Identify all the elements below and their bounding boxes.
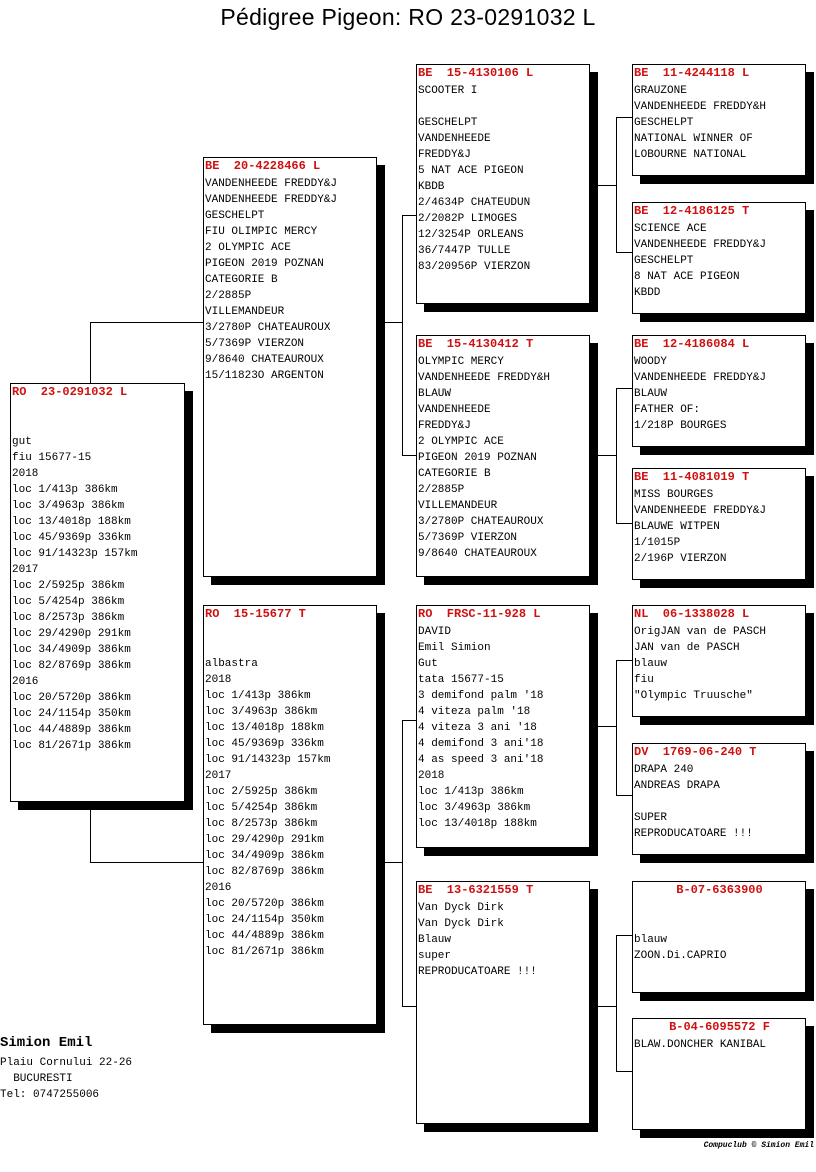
card-line: loc 3/4963p 386km bbox=[205, 706, 318, 718]
connector-line bbox=[402, 720, 403, 1007]
card-line: 4 viteza 3 ani '18 bbox=[418, 722, 537, 734]
card-line: 2/2082P LIMOGES bbox=[418, 213, 518, 225]
card-line: VANDENHEEDE FREDDY&J bbox=[634, 239, 767, 251]
card-line: 4 as speed 3 ani'18 bbox=[418, 754, 544, 766]
connector-line bbox=[616, 935, 617, 1072]
owner-info bbox=[0, 1034, 132, 1103]
ring-number: RO 23-0291032 L bbox=[12, 385, 128, 399]
card-line: ZOON.Di.CAPRIO bbox=[634, 950, 727, 962]
card-notes bbox=[633, 484, 805, 567]
card-line: VANDENHEEDE FREDDY&J bbox=[205, 194, 338, 206]
connector-line bbox=[402, 215, 403, 456]
card-line: VANDENHEEDE FREDDY&J bbox=[634, 505, 767, 517]
pedigree-card-dam-dam bbox=[416, 881, 590, 1124]
card-line bbox=[634, 794, 805, 810]
card-line: MISS BOURGES bbox=[634, 489, 714, 501]
card-notes bbox=[633, 759, 805, 842]
card-line: blauw bbox=[634, 934, 668, 946]
card-line: 8 NAT ACE PIGEON bbox=[634, 271, 740, 283]
card-line: loc 45/9369p 336km bbox=[12, 532, 131, 544]
card-line: Emil Simion bbox=[418, 642, 491, 654]
card-line: loc 82/8769p 386km bbox=[205, 866, 324, 878]
card-line: VANDENHEEDE FREDDY&J bbox=[205, 178, 338, 190]
card-line: blauw bbox=[634, 658, 668, 670]
ring-number: BE 12-4186084 L bbox=[634, 337, 750, 351]
ring-number: DV 1769-06-240 T bbox=[634, 745, 757, 759]
card-line: BLAUWE WITPEN bbox=[634, 521, 720, 533]
card-line: 2018 bbox=[205, 674, 232, 686]
owner-phone: Tel: 0747255006 bbox=[0, 1089, 100, 1101]
card-line: DAVID bbox=[418, 626, 452, 638]
card-notes bbox=[633, 1034, 805, 1053]
card-line: tata 15677-15 bbox=[418, 674, 504, 686]
card-line: CATEGORIE B bbox=[205, 274, 278, 286]
connector-line bbox=[589, 726, 617, 727]
card-line: Van Dyck Dirk bbox=[418, 902, 504, 914]
card-line: loc 34/4909p 386km bbox=[12, 644, 131, 656]
card-line: loc 44/4889p 386km bbox=[205, 930, 324, 942]
connector-line bbox=[589, 185, 617, 186]
card-line: VILLEMANDEUR bbox=[418, 500, 498, 512]
ring-number: B-04-6095572 F bbox=[669, 1020, 770, 1034]
card-line: loc 45/9369p 336km bbox=[205, 738, 324, 750]
connector-line bbox=[616, 388, 632, 389]
card-line: gut bbox=[12, 436, 32, 448]
card-line: 12/3254P ORLEANS bbox=[418, 229, 524, 241]
card-line: PIGEON 2019 POZNAN bbox=[418, 452, 537, 464]
card-line: loc 2/5925p 386km bbox=[12, 580, 125, 592]
connector-line bbox=[616, 935, 632, 936]
card-line: BLAW.DONCHER KANIBAL bbox=[634, 1039, 767, 1051]
ring-number: BE 11-4244118 L bbox=[634, 66, 750, 80]
ring-number: BE 13-6321559 T bbox=[418, 883, 534, 897]
card-line: albastra bbox=[205, 658, 258, 670]
card-notes bbox=[633, 218, 805, 301]
card-line: loc 34/4909p 386km bbox=[205, 850, 324, 862]
card-line: 2016 bbox=[205, 882, 232, 894]
card-notes bbox=[204, 621, 376, 960]
card-notes bbox=[633, 621, 805, 704]
card-line: loc 2/5925p 386km bbox=[205, 786, 318, 798]
card-line: WOODY bbox=[634, 356, 668, 368]
card-line: VANDENHEEDE FREDDY&H bbox=[418, 372, 551, 384]
card-line: loc 82/8769p 386km bbox=[12, 660, 131, 672]
connector-line bbox=[616, 523, 632, 524]
ring-number: BE 15-4130106 L bbox=[418, 66, 534, 80]
card-line bbox=[205, 640, 376, 656]
card-line: loc 24/1154p 350km bbox=[12, 708, 131, 720]
card-line: 2/2885P bbox=[205, 290, 252, 302]
owner-address: Plaiu Cornului 22-26 bbox=[0, 1057, 133, 1069]
connector-line bbox=[90, 862, 204, 863]
card-line: loc 81/2671p 386km bbox=[12, 740, 131, 752]
connector-line bbox=[616, 1071, 632, 1072]
card-line: Van Dyck Dirk bbox=[418, 918, 504, 930]
card-line: loc 5/4254p 386km bbox=[205, 802, 318, 814]
card-line: loc 1/413p 386km bbox=[12, 484, 118, 496]
card-notes bbox=[633, 897, 805, 964]
connector-line bbox=[402, 455, 417, 456]
card-line: 83/20956P VIERZON bbox=[418, 261, 531, 273]
pedigree-card-dam-sire-sire bbox=[632, 605, 806, 717]
pedigree-card-sire-sire-dam bbox=[632, 202, 806, 314]
card-line: loc 91/14323p 157km bbox=[205, 754, 331, 766]
card-line bbox=[12, 418, 184, 434]
ring-number: BE 20-4228466 L bbox=[205, 159, 321, 173]
card-line: VANDENHEEDE FREDDY&H bbox=[634, 101, 767, 113]
card-line: loc 29/4290p 291km bbox=[12, 628, 131, 640]
card-line: 3/2780P CHATEAUROUX bbox=[205, 322, 331, 334]
card-line: VANDENHEEDE bbox=[418, 133, 491, 145]
pedigree-card-dam bbox=[203, 605, 377, 1025]
card-line: loc 1/413p 386km bbox=[205, 690, 311, 702]
card-line: 3/2780P CHATEAUROUX bbox=[418, 516, 544, 528]
card-line: loc 91/14323p 157km bbox=[12, 548, 138, 560]
card-notes bbox=[417, 351, 589, 562]
page-title: Pédigree Pigeon: RO 23-0291032 L bbox=[220, 4, 596, 30]
ring-number: B-07-6363900 bbox=[676, 883, 763, 897]
card-line: 4 viteza palm '18 bbox=[418, 706, 531, 718]
card-line: 2 OLYMPIC ACE bbox=[418, 436, 504, 448]
card-line: Gut bbox=[418, 658, 438, 670]
card-line: VANDENHEEDE FREDDY&J bbox=[634, 372, 767, 384]
connector-line bbox=[616, 660, 632, 661]
pedigree-card-dam-dam-dam bbox=[632, 1018, 806, 1130]
card-line: KBDD bbox=[634, 287, 661, 299]
connector-line bbox=[616, 117, 632, 118]
card-line: 2/4634P CHATEUDUN bbox=[418, 197, 531, 209]
connector-line bbox=[616, 117, 617, 253]
card-notes bbox=[417, 897, 589, 980]
card-notes bbox=[633, 351, 805, 434]
connector-line bbox=[402, 215, 417, 216]
connector-line bbox=[589, 1006, 617, 1007]
card-line: 2018 bbox=[418, 770, 445, 782]
ring-number: BE 11-4081019 T bbox=[634, 470, 750, 484]
card-line: "Olympic Truusche" bbox=[634, 690, 753, 702]
pedigree-card-sire bbox=[203, 157, 377, 577]
card-line bbox=[634, 900, 805, 916]
card-line: LOBOURNE NATIONAL bbox=[634, 149, 747, 161]
pedigree-card-dam-dam-sire bbox=[632, 881, 806, 993]
pedigree-card-dam-sire bbox=[416, 605, 590, 848]
card-line: KBDB bbox=[418, 181, 445, 193]
ring-number: RO FRSC-11-928 L bbox=[418, 607, 541, 621]
card-line: OrigJAN van de PASCH bbox=[634, 626, 767, 638]
card-line: loc 29/4290p 291km bbox=[205, 834, 324, 846]
card-line: loc 8/2573p 386km bbox=[12, 612, 125, 624]
connector-line bbox=[90, 801, 91, 863]
pedigree-card-sire-sire-sire bbox=[632, 64, 806, 176]
ring-number: NL 06-1338028 L bbox=[634, 607, 750, 621]
connector-line bbox=[616, 252, 632, 253]
card-line: loc 20/5720p 386km bbox=[205, 898, 324, 910]
card-notes bbox=[417, 621, 589, 832]
card-line: 2017 bbox=[205, 770, 232, 782]
card-line: 3 demifond palm '18 bbox=[418, 690, 544, 702]
connector-line bbox=[376, 862, 403, 863]
card-line: Blauw bbox=[418, 934, 452, 946]
pedigree-card-sire-dam-sire bbox=[632, 335, 806, 447]
card-line: 36/7447P TULLE bbox=[418, 245, 511, 257]
connector-line bbox=[90, 322, 204, 323]
pedigree-card-dam-sire-dam bbox=[632, 743, 806, 855]
card-line: ANDREAS DRAPA bbox=[634, 780, 720, 792]
card-line: FREDDY&J bbox=[418, 420, 471, 432]
card-line: loc 1/413p 386km bbox=[418, 786, 524, 798]
card-line: VILLEMANDEUR bbox=[205, 306, 285, 318]
card-line: 5 NAT ACE PIGEON bbox=[418, 165, 524, 177]
card-line: GRAUZONE bbox=[634, 85, 687, 97]
card-line: 9/8640 CHATEAUROUX bbox=[205, 354, 324, 366]
card-line: 2017 bbox=[12, 564, 39, 576]
card-notes bbox=[417, 80, 589, 275]
connector-line bbox=[616, 660, 617, 796]
card-line: fiu 15677-15 bbox=[12, 452, 92, 464]
card-line: 2018 bbox=[12, 468, 39, 480]
card-line: loc 24/1154p 350km bbox=[205, 914, 324, 926]
card-line: loc 5/4254p 386km bbox=[12, 596, 125, 608]
card-line: loc 8/2573p 386km bbox=[205, 818, 318, 830]
card-line: 15/11823O ARGENTON bbox=[205, 370, 324, 382]
card-line: VANDENHEEDE bbox=[418, 404, 491, 416]
card-line bbox=[12, 402, 184, 418]
card-line: 1/218P BOURGES bbox=[634, 420, 727, 432]
card-line: FATHER OF: bbox=[634, 404, 701, 416]
card-line: 4 demifond 3 ani'18 bbox=[418, 738, 544, 750]
card-line: 5/7369P VIERZON bbox=[418, 532, 518, 544]
card-line: DRAPA 240 bbox=[634, 764, 694, 776]
card-notes bbox=[633, 80, 805, 163]
card-line: BLAUW bbox=[418, 388, 452, 400]
card-line: super bbox=[418, 950, 452, 962]
footer-credit: Compuclub © Simion Emil bbox=[703, 1141, 814, 1150]
card-line: 5/7369P VIERZON bbox=[205, 338, 305, 350]
card-line: 2/196P VIERZON bbox=[634, 553, 727, 565]
card-line: loc 13/4018p 188km bbox=[418, 818, 537, 830]
card-line: OLYMPIC MERCY bbox=[418, 356, 504, 368]
card-notes bbox=[204, 173, 376, 384]
pedigree-card-subject bbox=[10, 383, 185, 802]
card-line: loc 3/4963p 386km bbox=[12, 500, 125, 512]
ring-number: BE 15-4130412 T bbox=[418, 337, 534, 351]
card-line bbox=[634, 916, 805, 932]
card-line: REPRODUCATOARE !!! bbox=[418, 966, 537, 978]
card-line: loc 3/4963p 386km bbox=[418, 802, 531, 814]
connector-line bbox=[616, 388, 617, 524]
card-line: 1/1015P bbox=[634, 537, 681, 549]
card-line: loc 20/5720p 386km bbox=[12, 692, 131, 704]
pedigree-card-sire-sire bbox=[416, 64, 590, 304]
card-line: FREDDY&J bbox=[418, 149, 471, 161]
card-line: SCOOTER I bbox=[418, 85, 478, 97]
card-line: REPRODUCATOARE !!! bbox=[634, 828, 753, 840]
card-line: NATIONAL WINNER OF bbox=[634, 133, 753, 145]
ring-number: BE 12-4186125 T bbox=[634, 204, 750, 218]
card-line: 2016 bbox=[12, 676, 39, 688]
pedigree-card-sire-dam-dam bbox=[632, 468, 806, 580]
card-line: PIGEON 2019 POZNAN bbox=[205, 258, 324, 270]
card-line: fiu bbox=[634, 674, 654, 686]
card-line: JAN van de PASCH bbox=[634, 642, 740, 654]
card-line: loc 81/2671p 386km bbox=[205, 946, 324, 958]
card-line: GESCHELPT bbox=[634, 255, 694, 267]
card-line: loc 44/4889p 386km bbox=[12, 724, 131, 736]
card-line bbox=[205, 624, 376, 640]
card-line: GESCHELPT bbox=[634, 117, 694, 129]
card-line: GESCHELPT bbox=[418, 117, 478, 129]
card-line: SUPER bbox=[634, 812, 668, 824]
card-line: SCIENCE ACE bbox=[634, 223, 707, 235]
connector-line bbox=[90, 322, 91, 383]
card-line: GESCHELPT bbox=[205, 210, 265, 222]
card-line: loc 13/4018p 188km bbox=[205, 722, 324, 734]
card-line bbox=[418, 99, 589, 115]
card-line: 2 OLYMPIC ACE bbox=[205, 242, 291, 254]
card-line: CATEGORIE B bbox=[418, 468, 491, 480]
card-line: 2/2885P bbox=[418, 484, 465, 496]
card-notes bbox=[11, 399, 184, 754]
ring-number: RO 15-15677 T bbox=[205, 607, 306, 621]
connector-line bbox=[402, 1006, 417, 1007]
card-line: 9/8640 CHATEAUROUX bbox=[418, 548, 537, 560]
card-line: BLAUW bbox=[634, 388, 668, 400]
owner-name: Simion Emil bbox=[0, 1035, 93, 1051]
card-line: loc 13/4018p 188km bbox=[12, 516, 131, 528]
connector-line bbox=[616, 795, 632, 796]
connector-line bbox=[376, 322, 403, 323]
pedigree-card-sire-dam bbox=[416, 335, 590, 577]
owner-city: BUCURESTI bbox=[0, 1073, 73, 1085]
card-line: FIU OLIMPIC MERCY bbox=[205, 226, 318, 238]
connector-line bbox=[589, 455, 617, 456]
connector-line bbox=[402, 720, 417, 721]
